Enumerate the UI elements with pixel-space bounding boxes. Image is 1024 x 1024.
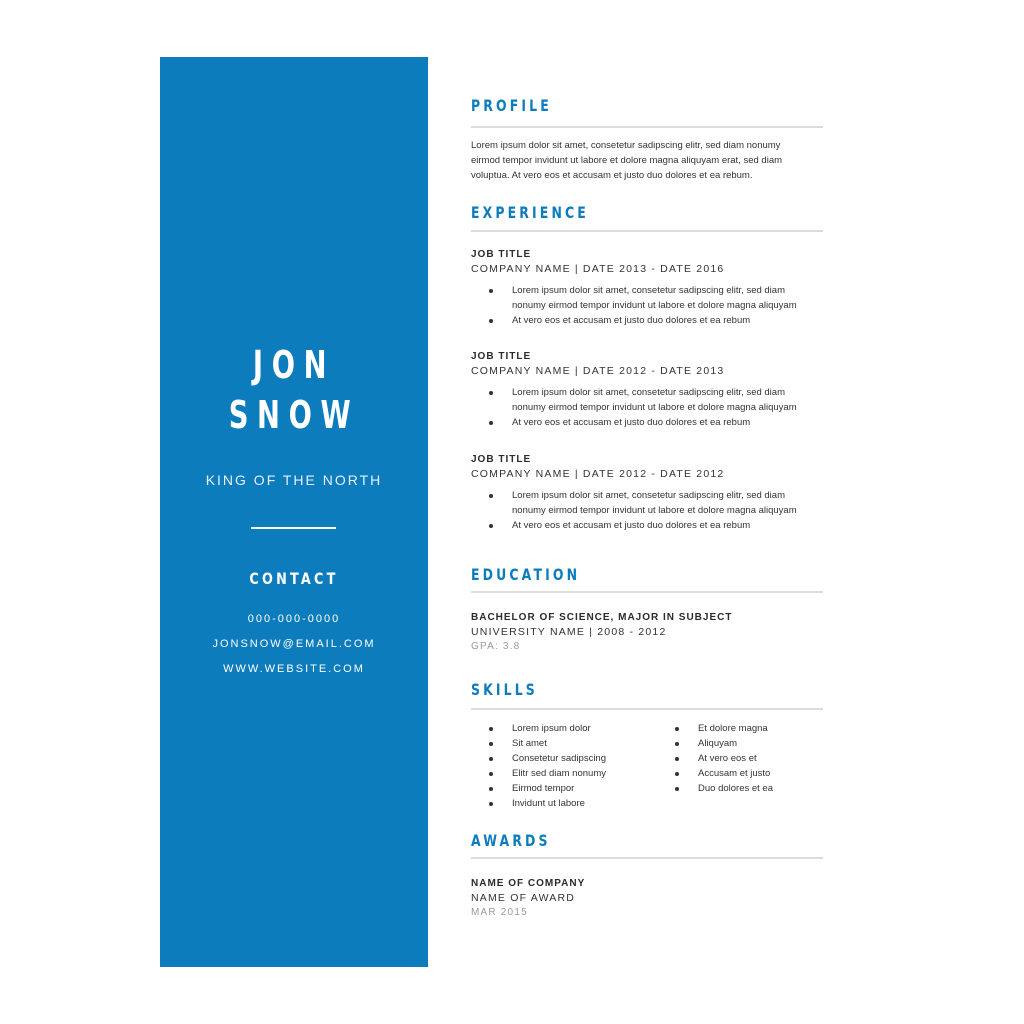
first-name: JON [252,343,336,387]
list-item: Duo dolores et ea [675,781,825,796]
job-bullets [489,385,809,430]
job-title: JOB TITLE [471,249,532,260]
degree: BACHELOR OF SCIENCE, MAJOR IN SUBJECT [471,612,733,623]
gpa: GPA: 3.8 [471,641,521,652]
job-company-line: COMPANY NAME | DATE 2012 - DATE 2013 [471,365,725,377]
profile-text [471,138,823,183]
experience-heading: EXPERIENCE [471,203,589,222]
award-name: NAME OF AWARD [471,892,576,904]
list-item: At vero eos et [675,751,825,766]
profile-line: voluptua. At vero eos et accusam et justo duo dolores et ea rebum. [471,170,753,181]
list-item: Eirmod tempor [489,781,659,796]
list-item: At vero eos et accusam et justo duo dolores et ea rebum [489,415,809,430]
experience-rule [471,230,823,232]
contact-phone: 000-000-0000 [247,613,341,625]
list-item: Aliquyam [675,736,825,751]
list-item: Elitr sed diam nonumy [489,766,659,781]
job-bullets [489,283,809,328]
skills-column-2 [675,721,825,796]
sidebar [160,57,428,967]
award-date: MAR 2015 [471,907,528,918]
job-company-line: COMPANY NAME | DATE 2012 - DATE 2012 [471,468,725,480]
profile-line: eirmod tempor invidunt ut labore et dolore magna aliquyam erat, sed diam [471,155,783,166]
list-item: Lorem ipsum dolor [489,721,659,736]
contact-email: JONSNOW@EMAIL.COM [212,638,376,650]
award-company: NAME OF COMPANY [471,878,586,889]
skills-column-1 [489,721,659,811]
awards-rule [471,857,823,859]
contact-website: WWW.WEBSITE.COM [223,663,365,675]
education-heading: EDUCATION [471,565,581,584]
list-item: Lorem ipsum dolor sit amet, consetetur sadipscing elitr, sed diam nonumy eirmod tempor invidunt ut labore et dolore magna aliquyam [489,283,809,313]
list-item: Lorem ipsum dolor sit amet, consetetur sadipscing elitr, sed diam nonumy eirmod tempor invidunt ut labore et dolore magna aliquyam [489,385,809,415]
profile-rule [471,126,823,128]
awards-heading: AWARDS [471,831,551,850]
skills-heading: SKILLS [471,680,538,699]
skills-rule [471,708,823,710]
job-bullets [489,488,809,533]
school-line: UNIVERSITY NAME | 2008 - 2012 [471,626,667,638]
list-item: Sit amet [489,736,659,751]
last-name: SNOW [228,393,360,437]
profile-line: Lorem ipsum dolor sit amet, consetetur sadipscing elitr, sed diam nonumy [471,140,781,151]
job-title: JOB TITLE [471,351,532,362]
list-item: At vero eos et accusam et justo duo dolores et ea rebum [489,313,809,328]
education-rule [471,591,823,593]
list-item: Et dolore magna [675,721,825,736]
list-item: Accusam et justo [675,766,825,781]
contact-heading: CONTACT [249,569,339,588]
list-item: Lorem ipsum dolor sit amet, consetetur sadipscing elitr, sed diam nonumy eirmod tempor invidunt ut labore et dolore magna aliquyam [489,488,809,518]
job-title: JOB TITLE [471,454,532,465]
list-item: At vero eos et accusam et justo duo dolores et ea rebum [489,518,809,533]
list-item: Consetetur sadipscing [489,751,659,766]
profile-heading: PROFILE [471,96,552,115]
sidebar-divider [251,527,336,529]
job-company-line: COMPANY NAME | DATE 2013 - DATE 2016 [471,263,725,275]
tagline: KING OF THE NORTH [205,472,383,488]
list-item: Invidunt ut labore [489,796,659,811]
